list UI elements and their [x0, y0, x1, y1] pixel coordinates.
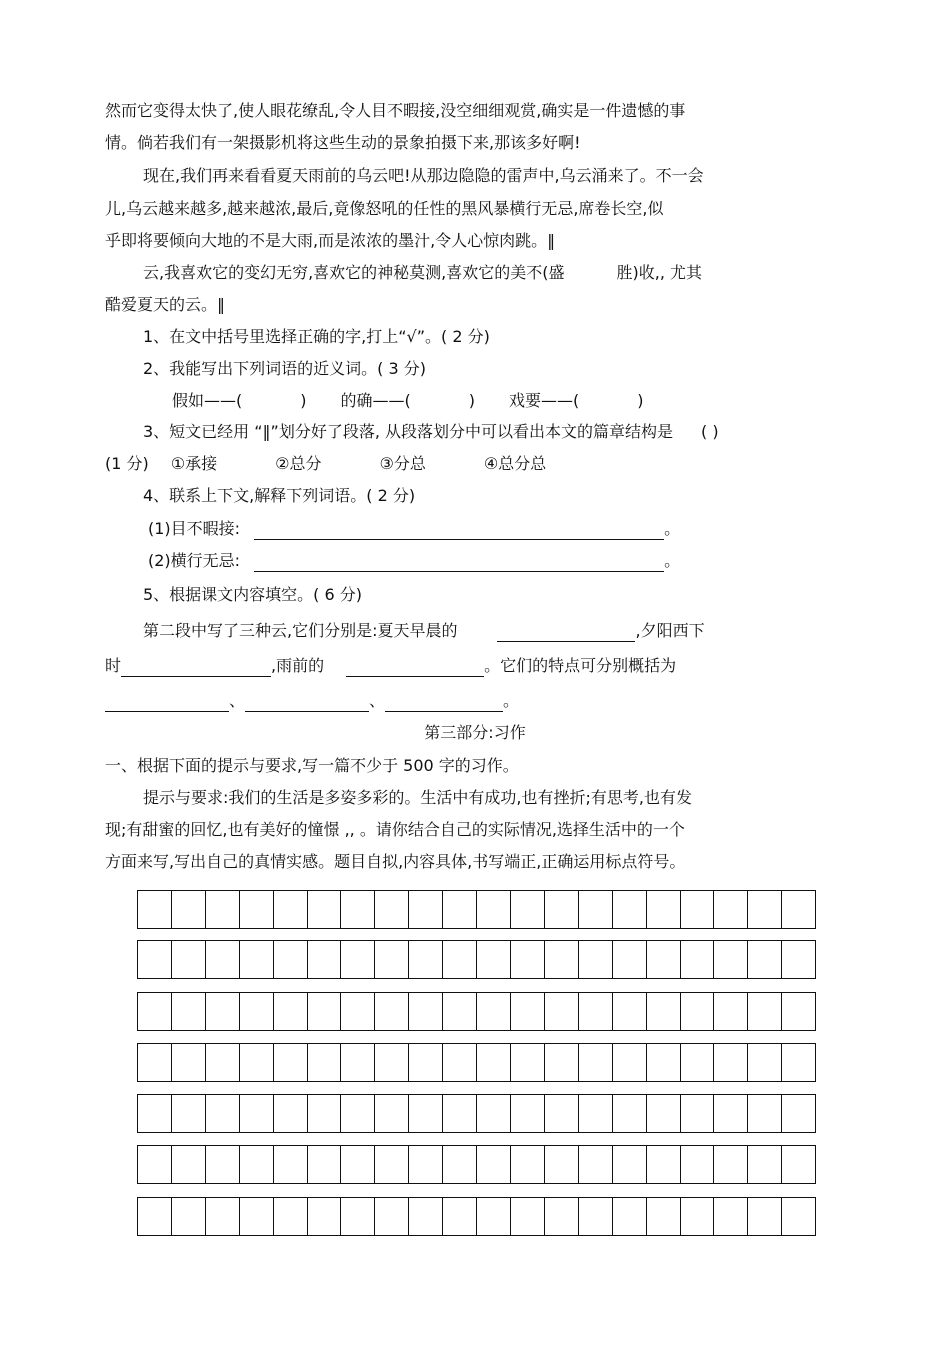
grid-cell[interactable]	[240, 1044, 274, 1081]
grid-cell[interactable]	[138, 1146, 172, 1183]
grid-cell[interactable]	[748, 941, 782, 978]
grid-cell[interactable]	[748, 1095, 782, 1132]
grid-cell[interactable]	[545, 993, 579, 1030]
passage-line	[143, 262, 702, 284]
grid-cell[interactable]	[308, 1146, 342, 1183]
grid-cell[interactable]	[511, 993, 545, 1030]
question-3-text: 3、短文已经用 “‖”划分好了段落, 从段落划分中可以看出本文的篇章结构是	[143, 422, 674, 441]
grid-row	[137, 1094, 816, 1133]
grid-cell[interactable]	[375, 1044, 409, 1081]
grid-cell[interactable]	[206, 993, 240, 1030]
grid-cell[interactable]	[375, 1146, 409, 1183]
grid-cell[interactable]	[341, 1095, 375, 1132]
grid-cell[interactable]	[511, 941, 545, 978]
grid-cell[interactable]	[375, 993, 409, 1030]
grid-cell[interactable]	[579, 1146, 613, 1183]
passage-text: 胜)收,, 尤其	[616, 263, 703, 282]
grid-cell[interactable]	[511, 1146, 545, 1183]
grid-cell[interactable]	[172, 1095, 206, 1132]
grid-cell[interactable]	[308, 1044, 342, 1081]
grid-cell[interactable]	[477, 941, 511, 978]
grid-cell[interactable]	[545, 891, 579, 928]
grid-cell[interactable]	[274, 1095, 308, 1132]
question-4a	[148, 518, 680, 540]
synonym-word: 的确——(	[340, 391, 411, 410]
grid-cell[interactable]	[274, 891, 308, 928]
grid-cell[interactable]	[511, 1095, 545, 1132]
answer-blank[interactable]	[346, 658, 484, 677]
answer-blank[interactable]	[254, 553, 664, 572]
grid-cell[interactable]	[240, 1198, 274, 1235]
grid-cell[interactable]	[511, 1044, 545, 1081]
grid-cell[interactable]	[477, 1146, 511, 1183]
grid-cell[interactable]	[748, 1146, 782, 1183]
grid-cell[interactable]	[714, 891, 748, 928]
question-5-line-2	[105, 655, 676, 677]
grid-cell[interactable]	[206, 941, 240, 978]
grid-cell[interactable]	[443, 1044, 477, 1081]
fill-text: 。它们的特点可分别概括为	[484, 656, 677, 675]
grid-cell[interactable]	[308, 1198, 342, 1235]
grid-cell[interactable]	[138, 941, 172, 978]
grid-row	[137, 890, 816, 929]
period: 。	[503, 691, 520, 710]
grid-cell[interactable]	[274, 993, 308, 1030]
grid-cell[interactable]	[240, 941, 274, 978]
grid-cell[interactable]	[375, 891, 409, 928]
grid-cell[interactable]	[681, 1198, 715, 1235]
grid-cell[interactable]	[341, 891, 375, 928]
question-5-line-1	[143, 620, 705, 642]
synonym-word: 假如——(	[172, 391, 243, 410]
grid-row	[137, 1043, 816, 1082]
grid-cell[interactable]	[579, 1044, 613, 1081]
grid-cell[interactable]	[613, 993, 647, 1030]
passage-line: 儿,乌云越来越多,越来越浓,最后,竟像怒吼的任性的黑风暴横行无忌,席卷长空,似	[105, 199, 664, 218]
grid-cell[interactable]	[138, 1095, 172, 1132]
grid-cell[interactable]	[206, 1146, 240, 1183]
grid-cell[interactable]	[782, 1198, 815, 1235]
grid-cell[interactable]	[206, 1198, 240, 1235]
fill-text: ,夕阳西下	[635, 621, 705, 640]
option: ①承接	[170, 454, 218, 473]
period: 。	[664, 551, 681, 570]
grid-cell[interactable]	[443, 1095, 477, 1132]
grid-row	[137, 1145, 816, 1184]
grid-cell[interactable]	[138, 1198, 172, 1235]
question-5: 5、根据课文内容填空。( 6 分)	[143, 585, 363, 604]
question-1: 1、在文中括号里选择正确的字,打上“√”。( 2 分)	[143, 327, 490, 346]
grid-row	[137, 1197, 816, 1236]
question-2-words	[172, 390, 644, 412]
grid-cell[interactable]	[511, 891, 545, 928]
grid-cell[interactable]	[443, 1146, 477, 1183]
grid-cell[interactable]	[443, 1198, 477, 1235]
question-2: 2、我能写出下列词语的近义词。( 3 分)	[143, 359, 427, 378]
paren: )	[637, 391, 644, 410]
grid-cell[interactable]	[308, 993, 342, 1030]
grid-cell[interactable]	[782, 941, 815, 978]
question-5-line-3	[105, 690, 519, 712]
grid-cell[interactable]	[681, 1044, 715, 1081]
grid-cell[interactable]	[647, 891, 681, 928]
grid-cell[interactable]	[341, 1198, 375, 1235]
grid-cell[interactable]	[375, 941, 409, 978]
grid-cell[interactable]	[579, 1198, 613, 1235]
grid-cell[interactable]	[206, 1044, 240, 1081]
fill-text: 第二段中写了三种云,它们分别是:夏天早晨的	[143, 621, 458, 640]
grid-cell[interactable]	[647, 1095, 681, 1132]
section-title: 第三部分:习作	[424, 723, 526, 742]
grid-row	[137, 940, 816, 979]
grid-cell[interactable]	[138, 891, 172, 928]
grid-cell[interactable]	[545, 1095, 579, 1132]
grid-cell[interactable]	[545, 1044, 579, 1081]
writing-hint: 方面来写,写出自己的真情实感。题目自拟,内容具体,书写端正,正确运用标点符号。	[105, 852, 686, 871]
grid-cell[interactable]	[274, 1146, 308, 1183]
grid-cell[interactable]	[748, 891, 782, 928]
grid-cell[interactable]	[443, 993, 477, 1030]
grid-cell[interactable]	[138, 993, 172, 1030]
fill-text: 时	[105, 656, 122, 675]
grid-cell[interactable]	[341, 1044, 375, 1081]
option: ④总分总	[483, 454, 547, 473]
grid-cell[interactable]	[714, 1044, 748, 1081]
grid-cell[interactable]	[308, 891, 342, 928]
grid-cell[interactable]	[647, 993, 681, 1030]
grid-cell[interactable]	[647, 1198, 681, 1235]
grid-cell[interactable]	[579, 941, 613, 978]
grid-cell[interactable]	[375, 1198, 409, 1235]
grid-cell[interactable]	[172, 1146, 206, 1183]
grid-cell[interactable]	[613, 941, 647, 978]
grid-cell[interactable]	[647, 1146, 681, 1183]
answer-blank[interactable]	[245, 693, 369, 712]
grid-cell[interactable]	[172, 1044, 206, 1081]
passage-line: 乎即将要倾向大地的不是大雨,而是浓浓的墨汁,令人心惊肉跳。‖	[105, 231, 556, 250]
grid-cell[interactable]	[274, 1044, 308, 1081]
grid-cell[interactable]	[375, 1095, 409, 1132]
grid-cell[interactable]	[782, 1146, 815, 1183]
question-3	[143, 421, 719, 443]
grid-cell[interactable]	[172, 891, 206, 928]
grid-cell[interactable]	[714, 1146, 748, 1183]
grid-cell[interactable]	[613, 1044, 647, 1081]
grid-cell[interactable]	[647, 941, 681, 978]
writing-hint: 现;有甜蜜的回忆,也有美好的憧憬 ,, 。请你结合自己的实际情况,选择生活中的一个	[105, 820, 685, 839]
option: ②总分	[275, 454, 322, 473]
term-label: (2)横行无忌:	[148, 551, 241, 570]
grid-cell[interactable]	[579, 1095, 613, 1132]
answer-blank[interactable]	[497, 623, 635, 642]
grid-cell[interactable]	[714, 1095, 748, 1132]
grid-cell[interactable]	[681, 941, 715, 978]
period: 。	[664, 519, 681, 538]
question-4b	[148, 550, 680, 572]
grid-cell[interactable]	[477, 1198, 511, 1235]
fill-text: ,雨前的	[271, 656, 325, 675]
grid-cell[interactable]	[240, 1146, 274, 1183]
paren: )	[468, 391, 475, 410]
grid-cell[interactable]	[748, 993, 782, 1030]
grid-cell[interactable]	[240, 1095, 274, 1132]
option: ③分总	[379, 454, 426, 473]
grid-cell[interactable]	[714, 1198, 748, 1235]
grid-cell[interactable]	[409, 1095, 443, 1132]
grid-cell[interactable]	[409, 993, 443, 1030]
grid-cell[interactable]	[681, 891, 715, 928]
grid-cell[interactable]	[341, 993, 375, 1030]
grid-cell[interactable]	[782, 993, 815, 1030]
score: (1 分)	[105, 454, 149, 473]
grid-cell[interactable]	[172, 1198, 206, 1235]
grid-cell[interactable]	[545, 1146, 579, 1183]
grid-cell[interactable]	[274, 1198, 308, 1235]
passage-line: 酷爱夏天的云。‖	[105, 295, 226, 314]
grid-cell[interactable]	[477, 993, 511, 1030]
grid-cell[interactable]	[308, 941, 342, 978]
grid-cell[interactable]	[138, 1044, 172, 1081]
grid-cell[interactable]	[613, 1146, 647, 1183]
paren: )	[300, 391, 307, 410]
grid-cell[interactable]	[613, 1095, 647, 1132]
grid-cell[interactable]	[409, 941, 443, 978]
grid-cell[interactable]	[579, 993, 613, 1030]
passage-line: 现在,我们再来看看夏天雨前的乌云吧!从那边隐隐的雷声中,乌云涌来了。不一会	[143, 166, 704, 185]
grid-cell[interactable]	[409, 1146, 443, 1183]
grid-cell[interactable]	[172, 941, 206, 978]
grid-cell[interactable]	[748, 1044, 782, 1081]
grid-cell[interactable]	[782, 891, 815, 928]
grid-cell[interactable]	[240, 891, 274, 928]
answer-paren: ( )	[701, 422, 719, 441]
answer-blank[interactable]	[254, 521, 664, 540]
separator: 、	[369, 691, 386, 710]
grid-cell[interactable]	[341, 941, 375, 978]
grid-cell[interactable]	[477, 1095, 511, 1132]
question-3-options	[105, 453, 546, 475]
grid-cell[interactable]	[443, 941, 477, 978]
passage-line: 然而它变得太快了,使人眼花缭乱,令人目不暇接,没空细细观赏,确实是一件遗憾的事	[105, 101, 686, 120]
grid-cell[interactable]	[613, 891, 647, 928]
passage-line: 情。倘若我们有一架摄影机将这些生动的景象拍摄下来,那该多好啊!	[105, 133, 581, 152]
grid-cell[interactable]	[308, 1095, 342, 1132]
grid-cell[interactable]	[477, 1044, 511, 1081]
term-label: (1)目不暇接:	[148, 519, 241, 538]
grid-cell[interactable]	[748, 1198, 782, 1235]
grid-cell[interactable]	[782, 1044, 815, 1081]
answer-blank[interactable]	[121, 658, 271, 677]
passage-text: 云,我喜欢它的变幻无穷,喜欢它的神秘莫测,喜欢它的美不(盛	[143, 263, 565, 282]
grid-cell[interactable]	[545, 941, 579, 978]
grid-cell[interactable]	[782, 1095, 815, 1132]
grid-cell[interactable]	[647, 1044, 681, 1081]
grid-cell[interactable]	[409, 1044, 443, 1081]
grid-cell[interactable]	[579, 891, 613, 928]
grid-cell[interactable]	[681, 1095, 715, 1132]
grid-cell[interactable]	[613, 1198, 647, 1235]
grid-cell[interactable]	[274, 941, 308, 978]
separator: 、	[229, 691, 246, 710]
grid-cell[interactable]	[409, 1198, 443, 1235]
writing-hint: 提示与要求:我们的生活是多姿多彩的。生活中有成功,也有挫折;有思考,也有发	[143, 788, 692, 807]
grid-cell[interactable]	[206, 1095, 240, 1132]
writing-task: 一、根据下面的提示与要求,写一篇不少于 500 字的习作。	[105, 756, 519, 775]
answer-blank[interactable]	[105, 693, 229, 712]
grid-cell[interactable]	[443, 891, 477, 928]
grid-cell[interactable]	[714, 993, 748, 1030]
synonym-word: 戏要——(	[509, 391, 580, 410]
grid-cell[interactable]	[206, 891, 240, 928]
grid-cell[interactable]	[341, 1146, 375, 1183]
grid-row	[137, 992, 816, 1031]
grid-cell[interactable]	[714, 941, 748, 978]
grid-cell[interactable]	[545, 1198, 579, 1235]
question-4: 4、联系上下文,解释下列词语。( 2 分)	[143, 486, 416, 505]
grid-cell[interactable]	[172, 993, 206, 1030]
grid-cell[interactable]	[240, 993, 274, 1030]
grid-cell[interactable]	[681, 1146, 715, 1183]
answer-blank[interactable]	[385, 693, 503, 712]
grid-cell[interactable]	[511, 1198, 545, 1235]
grid-cell[interactable]	[477, 891, 511, 928]
grid-cell[interactable]	[409, 891, 443, 928]
grid-cell[interactable]	[681, 993, 715, 1030]
